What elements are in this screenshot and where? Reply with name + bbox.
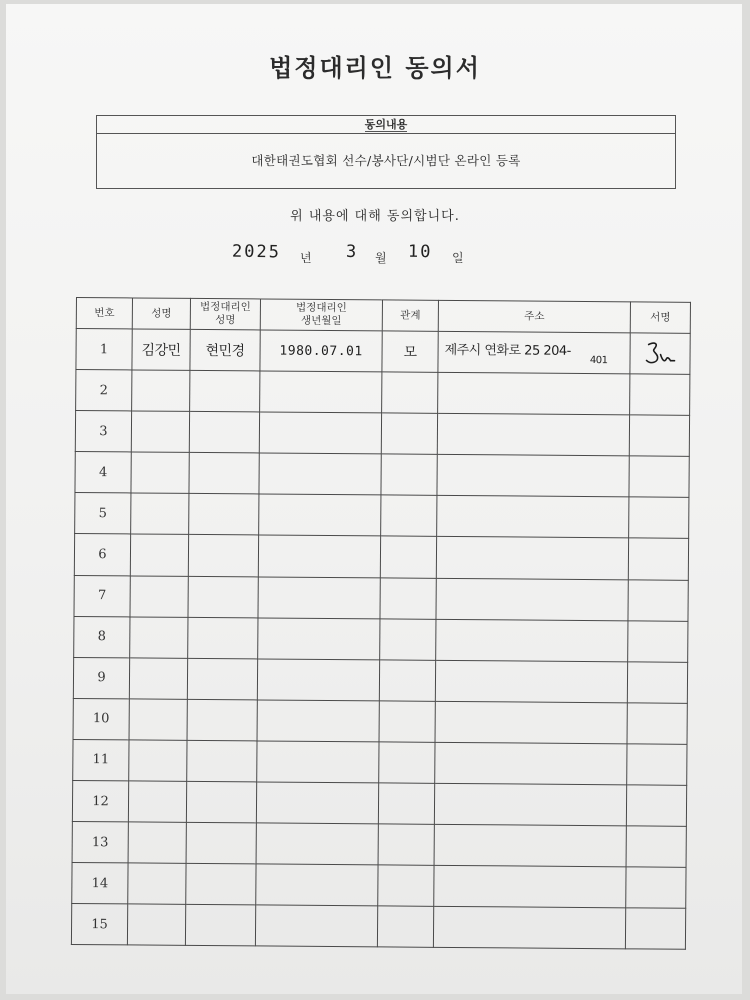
cell-relation[interactable] [378,824,434,866]
cell-address[interactable] [433,907,625,950]
header-name: 성명 [132,298,190,329]
table-body [71,329,690,950]
header-address: 주소 [438,300,630,333]
cell-name[interactable] [132,370,190,412]
cell-relation[interactable] [382,372,438,414]
cell-address[interactable] [434,824,626,867]
cell-relation[interactable] [379,742,435,784]
cell-guardian-birth[interactable] [257,741,379,783]
cell-guardian-name[interactable] [187,699,257,741]
cell-signature[interactable] [628,579,688,621]
cell-signature[interactable] [626,826,686,868]
table-row [71,904,685,950]
address-text: 제주시 연화로 25 204- [444,342,571,359]
cell-name[interactable] [129,658,187,700]
cell-guardian-birth-text: 1980.07.01 [279,343,363,359]
date-row [0,240,750,270]
cell-relation[interactable] [378,783,434,825]
cell-relation-text: 모 [403,344,417,361]
cell-guardian-name[interactable] [188,617,258,659]
row-number: 15 [71,904,127,946]
row-number: 8 [74,616,130,658]
header-guardian-birth: 법정대리인 생년월일 [260,299,382,331]
header-relation: 관계 [382,300,438,331]
cell-signature[interactable] [629,456,689,498]
cell-name[interactable] [131,452,189,494]
cell-address[interactable] [437,496,629,539]
cell-signature[interactable] [626,867,686,909]
date-day-label: 일 [452,251,464,265]
row-number: 10 [73,698,129,740]
cell-signature[interactable] [627,703,687,745]
table-header-row [76,298,690,334]
cell-guardian-name[interactable] [189,412,259,454]
cell-guardian-birth[interactable] [259,412,381,454]
row-number: 14 [72,863,128,905]
cell-guardian-name[interactable] [188,576,258,618]
cell-relation[interactable] [380,619,436,661]
cell-guardian-birth[interactable] [258,535,380,577]
table-row [74,575,688,621]
cell-relation[interactable] [381,495,437,537]
cell-signature[interactable] [630,374,690,416]
cell-address[interactable] [434,783,626,826]
row-number: 12 [72,781,128,823]
cell-name[interactable] [130,534,188,576]
cell-guardian-birth[interactable] [255,905,377,947]
cell-signature[interactable] [629,415,689,457]
cell-name[interactable] [130,617,188,659]
row-number: 4 [75,452,131,494]
cell-signature[interactable] [627,662,687,704]
row-number: 9 [73,657,129,699]
cell-guardian-birth[interactable] [260,371,382,413]
cell-address[interactable] [435,742,627,785]
date-year-label: 년 [300,251,312,265]
cell-guardian-birth[interactable] [259,494,381,536]
cell-address[interactable] [437,455,629,498]
cell-name[interactable] [128,863,186,905]
table-row [73,739,687,785]
cell-guardian-name[interactable] [186,864,256,906]
cell-guardian-birth[interactable] [259,453,381,495]
cell-guardian-birth[interactable] [258,577,380,619]
cell-address[interactable] [436,619,628,662]
cell-name[interactable] [131,411,189,453]
cell-guardian-name[interactable] [187,740,257,782]
cell-signature[interactable] [625,908,685,950]
cell-name[interactable] [131,493,189,535]
cell-address[interactable] [437,414,629,457]
cell-name[interactable] [129,699,187,741]
agreement-statement: 위 내용에 대해 동의합니다. [290,209,460,224]
cell-signature[interactable] [627,744,687,786]
consent-header-text: 동의내용 [364,118,408,131]
cell-relation[interactable] [380,577,436,619]
cell-address[interactable] [438,372,630,415]
cell-relation[interactable] [380,536,436,578]
cell-name[interactable] [132,329,190,371]
date-year: 2025 [231,241,282,263]
row-number: 7 [74,575,130,617]
cell-name[interactable] [127,904,185,946]
cell-guardian-birth[interactable] [256,823,378,865]
row-number: 6 [74,534,130,576]
row-number: 2 [76,370,132,412]
date-month: 3 [345,241,359,263]
table-row [72,781,686,827]
cell-name[interactable] [130,575,188,617]
cell-guardian-name[interactable] [190,370,260,412]
cell-relation[interactable] [382,331,438,373]
row-number: 3 [75,411,131,453]
consent-text: 대한태권도협회 선수/봉사단/시범단 온라인 등록 [251,153,521,168]
cell-name-text: 김강민 [141,342,181,359]
cell-guardian-name[interactable] [186,823,256,865]
cell-signature[interactable] [628,538,688,580]
address-unit-text: 401 [589,355,608,367]
row-number: 1 [76,329,132,371]
cell-relation[interactable] [377,906,433,948]
cell-address[interactable] [436,578,628,621]
table-row [76,370,690,416]
cell-name[interactable] [129,740,187,782]
cell-guardian-name[interactable] [188,535,258,577]
cell-guardian-birth[interactable] [257,700,379,742]
header-guardian-name: 법정대리인 성명 [190,298,260,330]
cell-address[interactable] [438,331,630,374]
cell-relation[interactable] [379,660,435,702]
row-number: 13 [72,822,128,864]
cell-address[interactable] [435,701,627,744]
table-row [75,411,689,457]
table-row [74,534,688,580]
consent-header [97,116,675,134]
cell-guardian-name[interactable] [189,494,259,536]
table-row [75,452,689,498]
cell-address[interactable] [435,660,627,703]
table-row [72,863,686,909]
guardian-table [71,297,691,950]
table-row [76,329,690,375]
cell-signature[interactable] [630,333,690,375]
cell-address[interactable] [436,537,628,580]
table-row [74,616,688,662]
row-number: 11 [73,739,129,781]
cell-guardian-birth[interactable] [260,330,382,372]
table-row [73,657,687,703]
cell-relation[interactable] [381,413,437,455]
cell-name[interactable] [128,822,186,864]
cell-guardian-name[interactable] [185,905,255,947]
date-month-label: 월 [375,251,387,265]
cell-guardian-name[interactable] [189,453,259,495]
cell-guardian-name[interactable] [187,658,257,700]
document-title: 법정대리인 동의서 [269,54,481,82]
cell-signature[interactable] [626,785,686,827]
cell-relation[interactable] [379,701,435,743]
table-row [73,698,687,744]
cell-guardian-birth[interactable] [257,659,379,701]
cell-relation[interactable] [378,865,434,907]
row-number: 5 [75,493,131,535]
header-number: 번호 [76,298,132,329]
header-signature: 서명 [630,302,690,333]
cell-guardian-name[interactable] [190,329,260,371]
cell-relation[interactable] [381,454,437,496]
cell-guardian-birth[interactable] [256,864,378,906]
cell-guardian-birth[interactable] [256,782,378,824]
signature-mark [640,338,680,368]
date-day: 10 [407,241,433,263]
cell-address[interactable] [434,866,626,909]
table-row [72,822,686,868]
cell-guardian-birth[interactable] [258,618,380,660]
cell-name[interactable] [128,781,186,823]
consent-box [96,115,676,189]
cell-guardian-name[interactable] [186,781,256,823]
cell-signature[interactable] [628,621,688,663]
table-row [75,493,689,539]
cell-guardian-name-text: 현민경 [205,343,245,360]
cell-signature[interactable] [629,497,689,539]
